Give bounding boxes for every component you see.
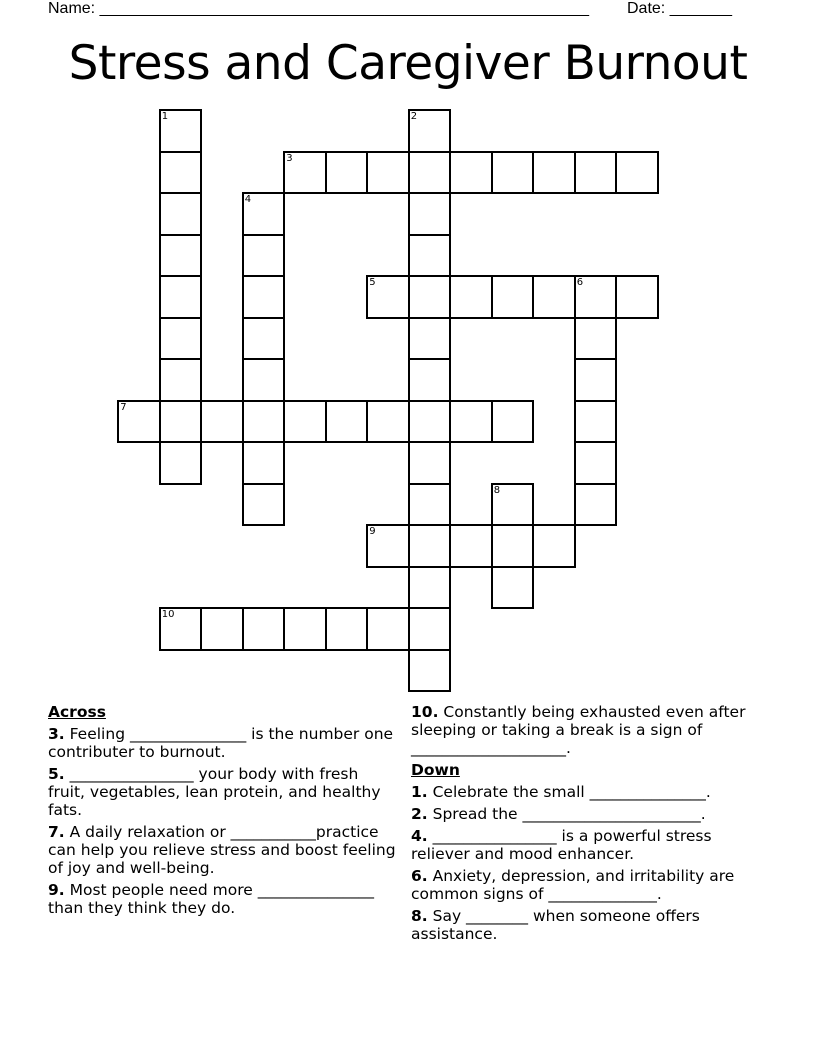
grid-cell[interactable]	[159, 358, 203, 402]
grid-cell[interactable]	[242, 358, 286, 402]
grid-cell[interactable]	[574, 441, 618, 485]
grid-cell[interactable]	[325, 151, 369, 195]
grid-cell[interactable]	[615, 151, 659, 195]
clue-number: 9	[369, 526, 376, 538]
grid-cell[interactable]	[491, 151, 535, 195]
grid-cell[interactable]	[159, 400, 203, 444]
grid-cell[interactable]	[491, 566, 535, 610]
clue-number: 4	[244, 194, 252, 206]
grid-cell[interactable]	[159, 441, 203, 485]
grid-cell[interactable]	[408, 275, 452, 319]
grid-cell[interactable]	[408, 317, 452, 361]
grid-cell[interactable]	[242, 400, 286, 444]
grid-cell[interactable]	[159, 151, 203, 195]
grid-cell[interactable]	[408, 151, 452, 195]
grid-cell[interactable]	[325, 400, 369, 444]
grid-cell[interactable]	[491, 524, 535, 568]
clue-number: 2	[410, 111, 418, 123]
grid-cell[interactable]	[242, 441, 286, 485]
across-clue-10: 10. Constantly being exhausted even after sleeping or taking a break is a sign of ____________________.	[411, 703, 746, 757]
grid-cell[interactable]	[408, 649, 452, 693]
clue-number: 10	[161, 609, 175, 621]
clues-right-column	[411, 703, 756, 947]
grid-cell[interactable]	[283, 400, 327, 444]
grid-cell[interactable]	[159, 607, 203, 651]
grid-cell[interactable]	[366, 275, 410, 319]
down-heading: Down	[411, 761, 460, 779]
grid-cell[interactable]	[408, 483, 452, 527]
grid-cell[interactable]	[574, 275, 618, 319]
grid-cell[interactable]	[200, 400, 244, 444]
grid-cell[interactable]	[574, 317, 618, 361]
grid-cell[interactable]	[449, 400, 493, 444]
grid-cell[interactable]	[366, 524, 410, 568]
grid-cell[interactable]	[117, 400, 161, 444]
across-clue-7: 7. A daily relaxation or ___________practice can help you relieve stress and boost feeling of joy and well-being.	[48, 823, 396, 877]
across-heading: Across	[48, 703, 106, 721]
grid-cell[interactable]	[615, 275, 659, 319]
name-field-label: Name: _______________________________________________________	[48, 0, 589, 17]
grid-cell[interactable]	[574, 483, 618, 527]
grid-cell[interactable]	[449, 151, 493, 195]
grid-cell[interactable]	[408, 400, 452, 444]
grid-cell[interactable]	[408, 109, 452, 153]
grid-cell[interactable]	[532, 524, 576, 568]
down-clue-6: 6. Anxiety, depression, and irritability are common signs of ______________.	[411, 867, 735, 903]
date-field-label: Date: _______	[627, 0, 732, 17]
grid-cell[interactable]	[242, 192, 286, 236]
grid-cell[interactable]	[242, 275, 286, 319]
grid-cell[interactable]	[491, 400, 535, 444]
clue-number: 3	[286, 152, 293, 164]
down-clue-4: 4. ________________ is a powerful stress reliever and mood enhancer.	[411, 827, 712, 863]
grid-cell[interactable]	[242, 317, 286, 361]
grid-cell[interactable]	[159, 109, 203, 153]
across-clue-3: 3. Feeling _______________ is the number one contributer to burnout.	[48, 725, 394, 761]
clue-number: 5	[369, 277, 376, 289]
clue-number: 1	[161, 111, 169, 123]
grid-cell[interactable]	[491, 275, 535, 319]
clues-left-column	[48, 703, 398, 921]
grid-cell[interactable]	[408, 441, 452, 485]
grid-cell[interactable]	[449, 275, 493, 319]
grid-cell[interactable]	[366, 607, 410, 651]
grid-cell[interactable]	[449, 524, 493, 568]
across-clue-9: 9. Most people need more _______________ than they think they do.	[48, 881, 375, 917]
down-clue-2: 2. Spread the _______________________.	[411, 805, 706, 823]
down-clue-1: 1. Celebrate the small _______________.	[411, 783, 711, 801]
grid-cell[interactable]	[408, 607, 452, 651]
grid-cell[interactable]	[532, 275, 576, 319]
grid-cell[interactable]	[408, 566, 452, 610]
grid-cell[interactable]	[242, 483, 286, 527]
clue-number: 8	[493, 484, 501, 496]
grid-cell[interactable]	[242, 607, 286, 651]
page-title: Stress and Caregiver Burnout	[68, 36, 748, 91]
grid-cell[interactable]	[325, 607, 369, 651]
grid-cell[interactable]	[574, 358, 618, 402]
grid-cell[interactable]	[366, 400, 410, 444]
across-clue-5: 5. ________________ your body with fresh fruit, vegetables, lean protein, and healthy fats.	[48, 765, 381, 819]
grid-cell[interactable]	[283, 607, 327, 651]
grid-cell[interactable]	[159, 317, 203, 361]
grid-cell[interactable]	[242, 234, 286, 278]
grid-cell[interactable]	[159, 234, 203, 278]
grid-cell[interactable]	[159, 192, 203, 236]
grid-cell[interactable]	[408, 524, 452, 568]
grid-cell[interactable]	[491, 483, 535, 527]
grid-cell[interactable]	[200, 607, 244, 651]
clue-number: 6	[576, 277, 584, 289]
grid-cell[interactable]	[408, 358, 452, 402]
grid-cell[interactable]	[408, 234, 452, 278]
grid-cell[interactable]	[574, 400, 618, 444]
clue-number: 7	[120, 401, 127, 413]
grid-cell[interactable]	[408, 192, 452, 236]
grid-cell[interactable]	[159, 275, 203, 319]
grid-cell[interactable]	[366, 151, 410, 195]
grid-cell[interactable]	[532, 151, 576, 195]
grid-cell[interactable]	[283, 151, 327, 195]
grid-cell[interactable]	[574, 151, 618, 195]
down-clue-8: 8. Say ________ when someone offers assistance.	[411, 907, 700, 943]
